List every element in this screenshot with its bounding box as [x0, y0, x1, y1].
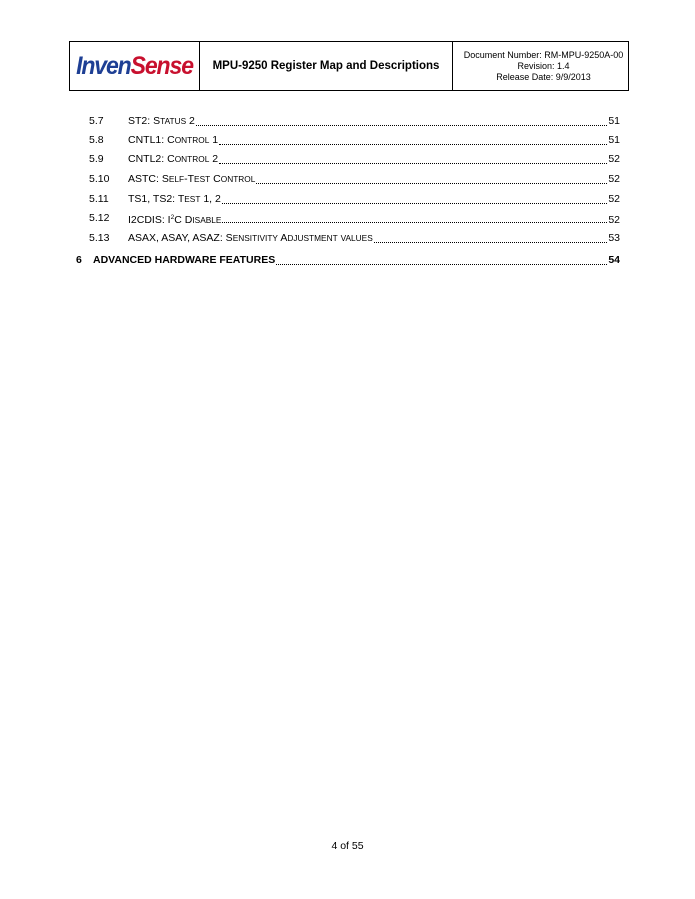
invensense-logo: InvenSense: [76, 51, 193, 80]
document-title: MPU-9250 Register Map and Descriptions: [200, 42, 453, 90]
toc-entry-5-13[interactable]: 5.13 ASAX, ASAY, ASAZ: SENSITIVITY ADJUSTMENT VALUES 53: [89, 232, 620, 244]
page-header: [69, 41, 629, 91]
toc-entry-5-10[interactable]: 5.10 ASTC: SELF-TEST CONTROL 52: [89, 173, 620, 185]
toc-chapter-6[interactable]: 6 ADVANCED HARDWARE FEATURES 54: [76, 254, 620, 266]
document-number: Document Number: RM-MPU-9250A-00: [463, 49, 624, 60]
toc-entry-5-12[interactable]: 5.12 I2CDIS: $I^2C$ DISABLE 52: [89, 212, 620, 226]
document-meta: [453, 42, 628, 90]
toc-entry-5-8[interactable]: 5.8 CNTL1: CONTROL 1 51: [89, 134, 620, 146]
release-date: Release Date: 9/9/2013: [496, 71, 591, 82]
logo-cell: [70, 42, 200, 90]
toc-entry-5-7[interactable]: 5.7 ST2: STATUS 2 51: [89, 115, 620, 127]
page-number: 4 of 55: [331, 840, 364, 852]
toc-entry-5-11[interactable]: 5.11 TS1, TS2: TEST 1, 2 52: [89, 193, 620, 205]
revision: Revision: 1.4: [517, 60, 570, 71]
toc-entry-5-9[interactable]: 5.9 CNTL2: CONTROL 2 52: [89, 153, 620, 165]
